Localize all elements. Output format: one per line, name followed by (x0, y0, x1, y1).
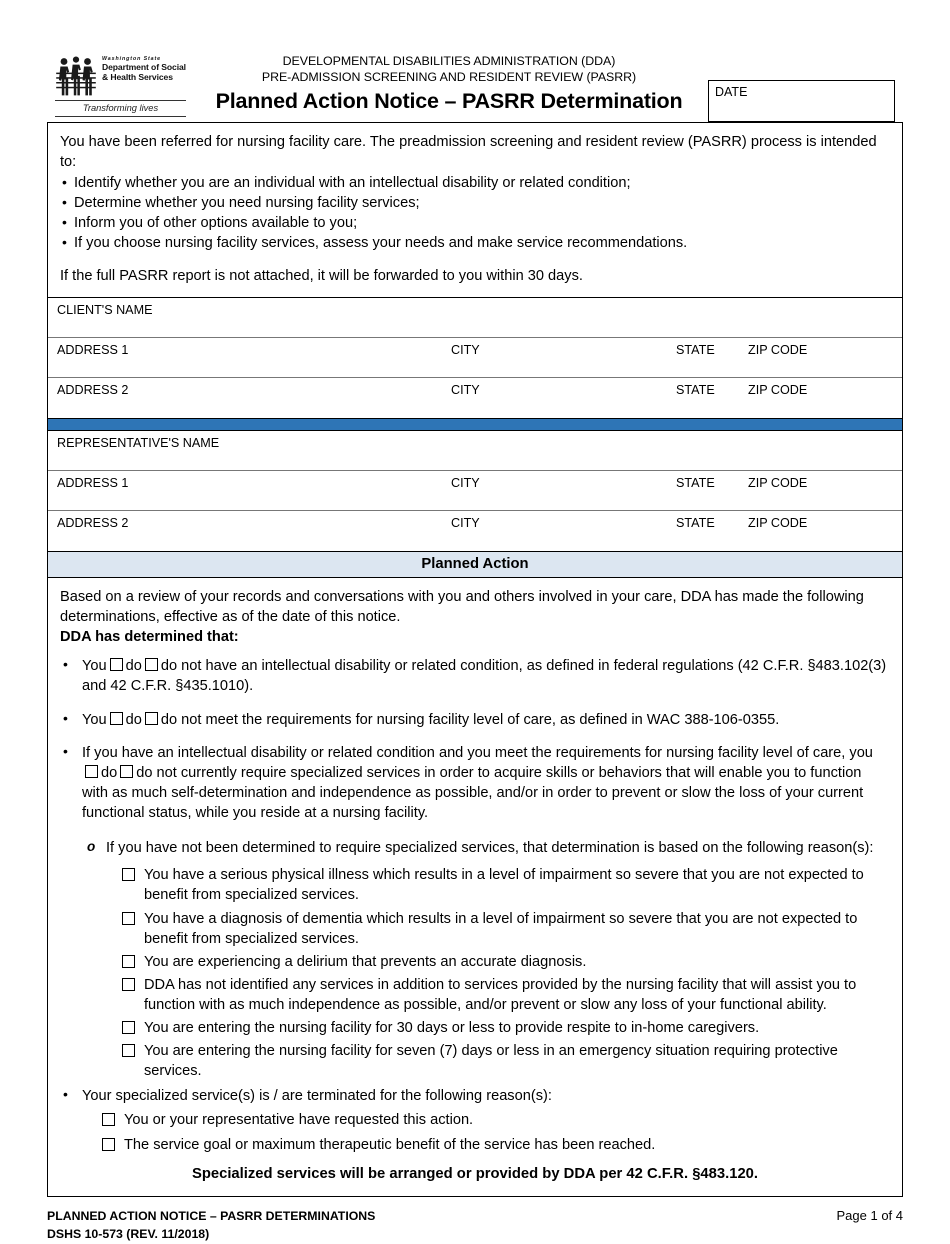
dshs-people-icon (55, 56, 97, 96)
client-info-block (48, 297, 902, 418)
representative-name-row[interactable] (48, 431, 902, 471)
zip-label: ZIP CODE (748, 342, 808, 357)
reason-text: You have a serious physical illness which results in a level of impairment so severe that you are not expected to benefit from specialized services. (144, 867, 864, 904)
item2-do-label: do (125, 711, 142, 728)
item2-text: do not meet the requirements for nursing facility level of care, as defined in WAC 388-106-0355. (160, 711, 780, 728)
city-label: CITY (451, 515, 480, 530)
termination-lead: Your specialized service(s) is / are terminated for the following reason(s): (82, 1087, 552, 1104)
determination-list (60, 656, 890, 1155)
logo-tagline: Transforming lives (82, 103, 159, 113)
determination-item-3 (60, 743, 890, 1082)
checkbox-reason-emergency-seven-days[interactable] (122, 1044, 135, 1057)
reasons-checkbox-group (122, 865, 888, 1081)
zip-label: ZIP CODE (748, 515, 808, 530)
reason-item[interactable] (122, 865, 888, 905)
state-label: STATE (676, 382, 715, 397)
representative-address-row-1[interactable] (48, 471, 902, 511)
logo-dept-line2: & Health Services (102, 71, 173, 82)
city-label: CITY (451, 475, 480, 490)
dshs-logo (55, 52, 190, 117)
checkbox-termination-goal-reached[interactable] (102, 1138, 115, 1151)
checkbox-reason-respite-30-days[interactable] (122, 1021, 135, 1034)
termination-reason-list (102, 1110, 890, 1155)
item1-prefix: You (82, 658, 107, 675)
intro-bullet: • Identify whether you are an individual with an intellectual disability or related condition; (60, 174, 890, 194)
reason-text: You have a diagnosis of dementia which results in a level of impairment so severe that you are not expected to benefit from specialized services. (144, 910, 858, 947)
checkbox-do-specialized-services[interactable] (85, 765, 98, 778)
date-field[interactable] (708, 80, 895, 122)
item3-lead: If you have an intellectual disability or related condition and you meet the requirements for nursing facility level of care, you (82, 744, 873, 761)
city-label: CITY (451, 382, 480, 397)
client-address-row-1[interactable] (48, 338, 902, 378)
footer-title: PLANNED ACTION NOTICE – PASRR DETERMINATIONS (47, 1209, 376, 1224)
reason-text: You are entering the nursing facility for seven (7) days or less in an emergency situation requiring protective services. (144, 1043, 838, 1080)
item2-prefix: You (82, 711, 107, 728)
termination-checkbox-group (102, 1110, 890, 1155)
termination-reason-item[interactable] (102, 1110, 890, 1130)
representative-address-row-2[interactable] (48, 511, 902, 551)
item1-do-label: do (125, 658, 142, 675)
sub-lead-text: If you have not been determined to require specialized services, that determination is based on the following reason(s): (106, 840, 874, 857)
state-label: STATE (676, 475, 715, 490)
determined-heading: DDA has determined that: (60, 629, 239, 646)
agency-line-1: DEVELOPMENTAL DISABILITIES ADMINISTRATION (DDA) (282, 54, 616, 68)
intro-lead: You have been referred for nursing facility care. The preadmission screening and resident review (PASRR) process is intended to: (60, 134, 877, 170)
checkbox-do-nf-level-of-care[interactable] (110, 712, 123, 725)
footer-page-number: Page 1 of 4 (836, 1208, 903, 1224)
planned-action-intro: Based on a review of your records and conversations with you and others involved in your care, DDA has made the following determinations, effective as of the date of this notice. (60, 588, 864, 626)
intro-tail: If the full PASRR report is not attached, it will be forwarded to you within 30 days. (60, 267, 583, 284)
termination-reason-text: The service goal or maximum therapeutic benefit of the service has been reached. (124, 1136, 656, 1153)
intro-bullet-list (60, 174, 890, 254)
logo-divider-bottom (55, 116, 186, 117)
checkbox-reason-dementia[interactable] (122, 912, 135, 925)
intro-bullet: • Inform you of other options available to you; (60, 214, 890, 234)
client-name-row[interactable] (48, 298, 902, 338)
state-label: STATE (676, 342, 715, 357)
date-label: DATE (715, 85, 748, 99)
address-label: ADDRESS 1 (57, 342, 129, 357)
address-label: ADDRESS 1 (57, 475, 129, 490)
logo-divider-top (55, 100, 186, 101)
planned-action-title: Planned Action (421, 555, 529, 572)
termination-reason-item[interactable] (102, 1135, 890, 1155)
reason-item[interactable] (122, 1018, 888, 1038)
checkbox-termination-requested-by-client[interactable] (102, 1113, 115, 1126)
page-title: Planned Action Notice – PASRR Determination (215, 88, 683, 113)
reason-text: DDA has not identified any services in addition to services provided by the nursing facility that will assist you to function with as much independence as possible, and/or prevent or slow any loss of your functional ability. (144, 976, 857, 1014)
section-divider-blue (48, 418, 902, 431)
reason-text: You are entering the nursing facility for 30 days or less to provide respite to in-home caregivers. (144, 1020, 760, 1037)
address-label: ADDRESS 2 (57, 382, 129, 397)
client-name-label: CLIENT'S NAME (57, 302, 153, 317)
termination-reason-text: You or your representative have requested this action. (124, 1111, 474, 1128)
reason-item[interactable] (122, 1041, 888, 1081)
reason-text: You are experiencing a delirium that prevents an accurate diagnosis. (144, 953, 587, 970)
intro-bullet: • If you choose nursing facility services, assess your needs and make service recommendations. (60, 234, 890, 254)
checkbox-do-intellectual-disability[interactable] (110, 658, 123, 671)
planned-action-section-header (48, 551, 902, 578)
representative-name-label: REPRESENTATIVE'S NAME (57, 435, 220, 450)
zip-label: ZIP CODE (748, 475, 808, 490)
representative-info-block (48, 431, 902, 551)
closing-statement: Specialized services will be arranged or provided by DDA per 42 C.F.R. §483.120. (191, 1165, 759, 1182)
item3-text: do not currently require specialized services in order to acquire skills or behaviors that will enable you to function with as much self-determination and independence as possible, and/or in order to prevent or slow the loss of your current functional status, while you reside at a nursing facility. (82, 764, 864, 822)
logo-state-text: Washington State (102, 56, 162, 62)
determination-item-2 (60, 710, 890, 730)
item1-text: do not have an intellectual disability or related condition, as defined in federal regulations (42 C.F.R. §483.102(3) and 42 C.F.R. §435.1010). (82, 658, 887, 695)
checkbox-reason-serious-physical-illness[interactable] (122, 868, 135, 881)
zip-label: ZIP CODE (748, 382, 808, 397)
intro-bullet: • Determine whether you need nursing facility services; (60, 194, 890, 214)
checkbox-reason-no-additional-services[interactable] (122, 978, 135, 991)
page-footer (47, 1208, 903, 1244)
reason-item[interactable] (122, 975, 888, 1015)
client-address-row-2[interactable] (48, 378, 902, 418)
checkbox-do-not-nf-level-of-care[interactable] (145, 712, 158, 725)
title-block (194, 52, 704, 114)
determination-item-1 (60, 656, 890, 696)
footer-form-id: DSHS 10-573 (REV. 11/2018) (47, 1227, 210, 1242)
checkbox-reason-delirium[interactable] (122, 955, 135, 968)
reasons-sub-lead (82, 838, 890, 858)
page-header (0, 0, 950, 122)
state-label: STATE (676, 515, 715, 530)
planned-action-body (48, 578, 902, 1196)
form-frame (47, 122, 903, 1197)
checkbox-do-not-intellectual-disability[interactable] (145, 658, 158, 671)
checkbox-do-not-specialized-services[interactable] (120, 765, 133, 778)
city-label: CITY (451, 342, 480, 357)
reason-item[interactable] (122, 952, 888, 972)
reason-item[interactable] (122, 909, 888, 949)
termination-item (60, 1086, 890, 1155)
logo-dept-line1: Department of Social (102, 62, 186, 73)
address-label: ADDRESS 2 (57, 515, 129, 530)
item3-do-label: do (101, 764, 118, 781)
footer-left-block (47, 1208, 375, 1244)
reasons-list (122, 865, 888, 1081)
intro-section (48, 123, 902, 297)
agency-line-2: PRE-ADMISSION SCREENING AND RESIDENT REVIEW (PASRR) (261, 69, 637, 84)
